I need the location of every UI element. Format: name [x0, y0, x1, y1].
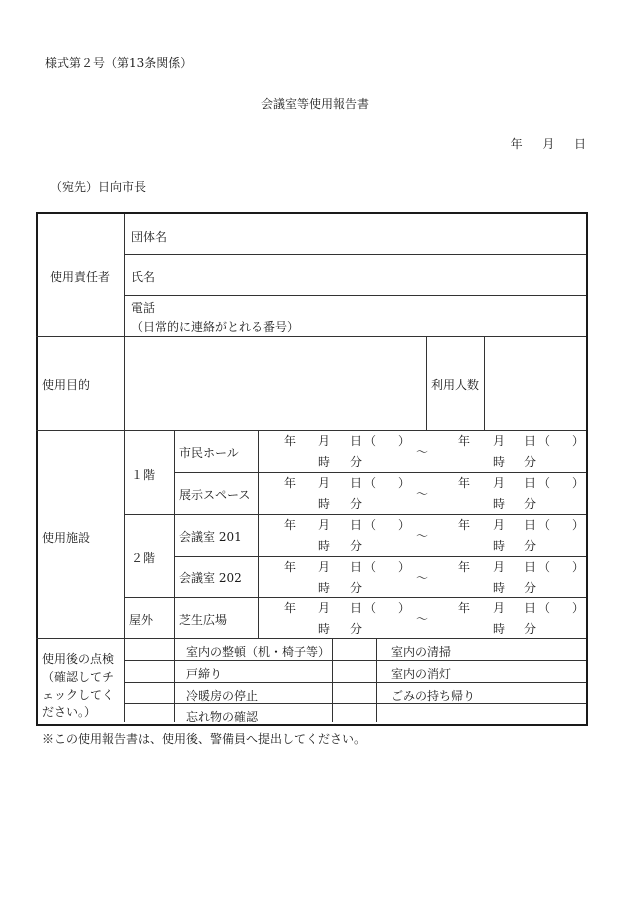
slot-3-end-paren-close: ） — [572, 518, 585, 532]
slot-2-end-minute: 分 — [524, 497, 537, 511]
slot-4-end-month: 月 — [493, 560, 506, 574]
slot-3-start-paren-open: （ — [364, 518, 377, 532]
slot-1-start-day: 日 — [350, 434, 363, 448]
slot-2-end-paren-open: （ — [538, 476, 551, 490]
slot-4-end-year: 年 — [458, 560, 471, 574]
outdoor-label: 屋外 — [129, 613, 154, 627]
room-meeting-201: 会議室 201 — [179, 530, 242, 544]
checkbox-stop-aircon[interactable] — [126, 684, 173, 702]
number-of-users-label: 利用人数 — [431, 378, 480, 392]
check-item-lights-off: 室内の消灯 — [391, 667, 452, 681]
slot-3-end-paren-open: （ — [538, 518, 551, 532]
slot-2-start-year: 年 — [284, 476, 297, 490]
slot-5-start-month: 月 — [318, 601, 331, 615]
slot-5-start-hour: 時 — [318, 622, 331, 636]
slot-3-end-minute: 分 — [524, 539, 537, 553]
slot-4-datetime-field[interactable] — [260, 558, 584, 597]
slot-4-start-day: 日 — [350, 560, 363, 574]
checkbox-lock-doors[interactable] — [126, 662, 173, 681]
slot-5-start-year: 年 — [284, 601, 297, 615]
checkbox-tidy-room[interactable] — [126, 640, 173, 660]
slot-1-end-month: 月 — [493, 434, 506, 448]
slot-5-end-minute: 分 — [524, 622, 537, 636]
checklist-label-line-1: 使用後の点検 — [42, 652, 115, 666]
slot-5-datetime-field[interactable] — [260, 599, 584, 638]
room-lawn-plaza: 芝生広場 — [179, 613, 228, 627]
usage-purpose-label: 使用目的 — [42, 378, 91, 392]
slot-4-start-paren-open: （ — [364, 560, 377, 574]
slot-2-end-month: 月 — [493, 476, 506, 490]
slot-1-start-year: 年 — [284, 434, 297, 448]
slot-5-end-day: 日 — [524, 601, 537, 615]
slot-3-tilde: ～ — [416, 529, 429, 543]
person-name-label: 氏名 — [131, 270, 156, 284]
checkbox-lights-off[interactable] — [334, 662, 375, 681]
slot-5-start-minute: 分 — [350, 622, 363, 636]
slot-3-end-month: 月 — [493, 518, 506, 532]
slot-5-start-paren-open: （ — [364, 601, 377, 615]
responsible-person-label: 使用責任者 — [50, 270, 111, 284]
slot-3-datetime-field[interactable] — [260, 516, 584, 555]
checkbox-clean-room[interactable] — [334, 640, 375, 660]
report-date — [511, 135, 586, 152]
slot-2-start-paren-close: ） — [398, 476, 411, 490]
slot-5-start-paren-close: ） — [398, 601, 411, 615]
slot-1-end-hour: 時 — [493, 455, 506, 469]
slot-5-end-paren-open: （ — [538, 601, 551, 615]
checklist-label-line-3: ェックしてく — [42, 688, 115, 702]
slot-1-start-paren-close: ） — [398, 434, 411, 448]
slot-1-start-paren-open: （ — [364, 434, 377, 448]
slot-1-start-minute: 分 — [350, 455, 363, 469]
check-item-stop-aircon: 冷暖房の停止 — [186, 689, 259, 703]
checklist-label-line-2: （確認してチ — [42, 670, 115, 684]
slot-3-end-hour: 時 — [493, 539, 506, 553]
slot-3-start-paren-close: ） — [398, 518, 411, 532]
slot-2-end-paren-close: ） — [572, 476, 585, 490]
phone-label: 電話 — [131, 301, 156, 315]
slot-3-start-minute: 分 — [350, 539, 363, 553]
phone-note: （日常的に連絡がとれる番号） — [131, 320, 300, 334]
slot-2-start-minute: 分 — [350, 497, 363, 511]
form-number: 様式第２号（第13条関係） — [45, 56, 193, 70]
check-item-tidy-room: 室内の整頓（机・椅子等） — [186, 645, 331, 659]
date-year-label: 年 — [510, 137, 523, 151]
organization-name-label: 団体名 — [131, 230, 168, 244]
slot-4-end-day: 日 — [524, 560, 537, 574]
slot-2-tilde: ～ — [416, 487, 429, 501]
checkbox-take-trash[interactable] — [334, 684, 375, 702]
slot-4-start-minute: 分 — [350, 581, 363, 595]
facilities-label: 使用施設 — [42, 531, 91, 545]
slot-2-start-hour: 時 — [318, 497, 331, 511]
document-title: 会議室等使用報告書 — [260, 97, 369, 111]
floor-2-label: ２階 — [131, 551, 156, 565]
slot-4-start-year: 年 — [284, 560, 297, 574]
check-item-clean-room: 室内の清掃 — [391, 645, 452, 659]
slot-4-end-minute: 分 — [524, 581, 537, 595]
slot-2-end-year: 年 — [458, 476, 471, 490]
slot-1-tilde: ～ — [416, 445, 429, 459]
date-month-label: 月 — [542, 137, 555, 151]
slot-4-start-month: 月 — [318, 560, 331, 574]
slot-4-end-hour: 時 — [493, 581, 506, 595]
slot-5-end-year: 年 — [458, 601, 471, 615]
slot-1-end-minute: 分 — [524, 455, 537, 469]
slot-1-start-month: 月 — [318, 434, 331, 448]
check-item-lost-items: 忘れ物の確認 — [186, 710, 259, 724]
slot-2-end-hour: 時 — [493, 497, 506, 511]
floor-1-label: １階 — [131, 468, 156, 482]
slot-3-start-day: 日 — [350, 518, 363, 532]
slot-4-end-paren-open: （ — [538, 560, 551, 574]
room-exhibition-space: 展示スペース — [179, 488, 251, 502]
slot-1-end-day: 日 — [524, 434, 537, 448]
slot-1-datetime-field[interactable] — [260, 432, 584, 471]
slot-3-end-year: 年 — [458, 518, 471, 532]
footer-note: ※この使用報告書は、使用後、警備員へ提出してください。 — [42, 732, 367, 746]
slot-3-start-year: 年 — [284, 518, 297, 532]
slot-1-start-hour: 時 — [318, 455, 331, 469]
slot-1-end-year: 年 — [458, 434, 471, 448]
slot-5-end-month: 月 — [493, 601, 506, 615]
slot-3-end-day: 日 — [524, 518, 537, 532]
slot-5-end-hour: 時 — [493, 622, 506, 636]
slot-4-start-paren-close: ） — [398, 560, 411, 574]
room-civic-hall: 市民ホール — [179, 446, 239, 460]
slot-4-start-hour: 時 — [318, 581, 331, 595]
check-item-take-trash: ごみの持ち帰り — [391, 689, 476, 703]
slot-4-end-paren-close: ） — [572, 560, 585, 574]
slot-1-end-paren-close: ） — [572, 434, 585, 448]
slot-5-end-paren-close: ） — [572, 601, 585, 615]
slot-4-tilde: ～ — [416, 571, 429, 585]
addressee: （宛先）日向市長 — [50, 180, 147, 194]
slot-3-start-hour: 時 — [318, 539, 331, 553]
slot-2-start-paren-open: （ — [364, 476, 377, 490]
checklist-label-line-4: ださい。） — [42, 705, 97, 719]
room-meeting-202: 会議室 202 — [179, 571, 242, 585]
slot-2-end-day: 日 — [524, 476, 537, 490]
slot-5-start-day: 日 — [350, 601, 363, 615]
slot-2-start-month: 月 — [318, 476, 331, 490]
slot-5-tilde: ～ — [416, 612, 429, 626]
slot-1-end-paren-open: （ — [538, 434, 551, 448]
check-item-lock-doors: 戸締り — [186, 667, 223, 681]
slot-2-datetime-field[interactable] — [260, 474, 584, 513]
date-day-label: 日 — [573, 137, 586, 151]
slot-2-start-day: 日 — [350, 476, 363, 490]
checkbox-lost-items[interactable] — [126, 705, 173, 721]
slot-3-start-month: 月 — [318, 518, 331, 532]
